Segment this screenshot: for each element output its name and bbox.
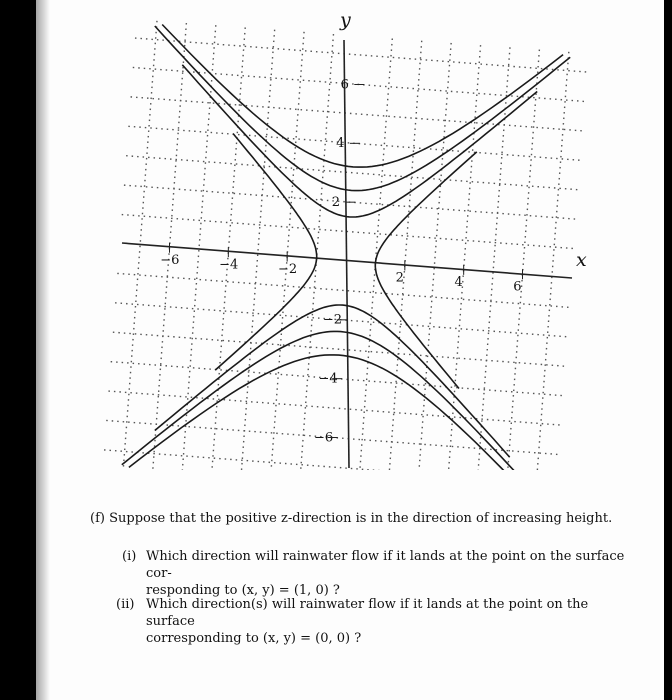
- y-axis-label: y: [340, 9, 351, 31]
- question-ii: [116, 596, 632, 647]
- question-ii-line2: corresponding to (x, y) = (0, 0) ?: [146, 631, 362, 646]
- grid-line-vertical: [535, 50, 569, 470]
- level-curve-lower: [122, 331, 537, 470]
- grid-line-horizontal: [122, 215, 575, 249]
- x-tick-label: −2: [277, 261, 298, 277]
- level-curve-upper: [155, 26, 570, 191]
- x-tick-label: −4: [219, 257, 239, 273]
- y-tick-label: −4: [318, 371, 338, 387]
- grid-line-vertical: [505, 48, 539, 470]
- grid-line-vertical: [358, 37, 392, 470]
- question-ii-line1: Which direction(s) will rainwater flow if it lands at the point on the surface: [146, 597, 589, 629]
- grid-line-vertical: [388, 39, 422, 470]
- x-tick-label: 6: [513, 279, 522, 295]
- x-tick-label: 4: [454, 275, 463, 291]
- grid-line-vertical: [270, 30, 304, 470]
- y-tick-label: 6: [340, 77, 349, 93]
- grid-line-horizontal: [117, 270, 570, 307]
- grid-line-horizontal: [113, 332, 566, 366]
- grid-line-horizontal: [108, 391, 561, 425]
- question-ii-label: (ii): [116, 597, 135, 612]
- grid-line-horizontal: [126, 156, 579, 190]
- y-tick-label: 4: [336, 136, 345, 152]
- y-tick-label: −2: [322, 312, 343, 328]
- question-f-text: Suppose that the positive z-direction is in the direction of increasing height.: [109, 511, 613, 526]
- grid-line-horizontal: [104, 450, 557, 470]
- question-i: [122, 548, 626, 599]
- y-tick-label: −6: [314, 430, 334, 446]
- x-tick-label: 2: [395, 270, 404, 286]
- tick-labels: [160, 77, 522, 445]
- question-f-label: (f): [90, 511, 105, 526]
- grid-line-vertical: [241, 28, 275, 470]
- question-i-label: (i): [122, 549, 137, 564]
- question-i-line1: Which direction will rainwater flow if it lands at the point on the surface cor-: [146, 549, 625, 581]
- x-tick-label: −6: [160, 252, 180, 268]
- question-i-line2: responding to (x, y) = (1, 0) ?: [146, 583, 340, 598]
- y-tick-label: 2: [331, 195, 340, 211]
- plot-axes: [122, 40, 572, 468]
- x-axis-label: x: [576, 249, 587, 271]
- level-curve-upper: [162, 25, 563, 168]
- y-axis-line: [344, 40, 349, 468]
- question-f: [90, 510, 612, 527]
- level-curve-upper: [182, 65, 537, 217]
- grid-line-horizontal: [131, 97, 584, 131]
